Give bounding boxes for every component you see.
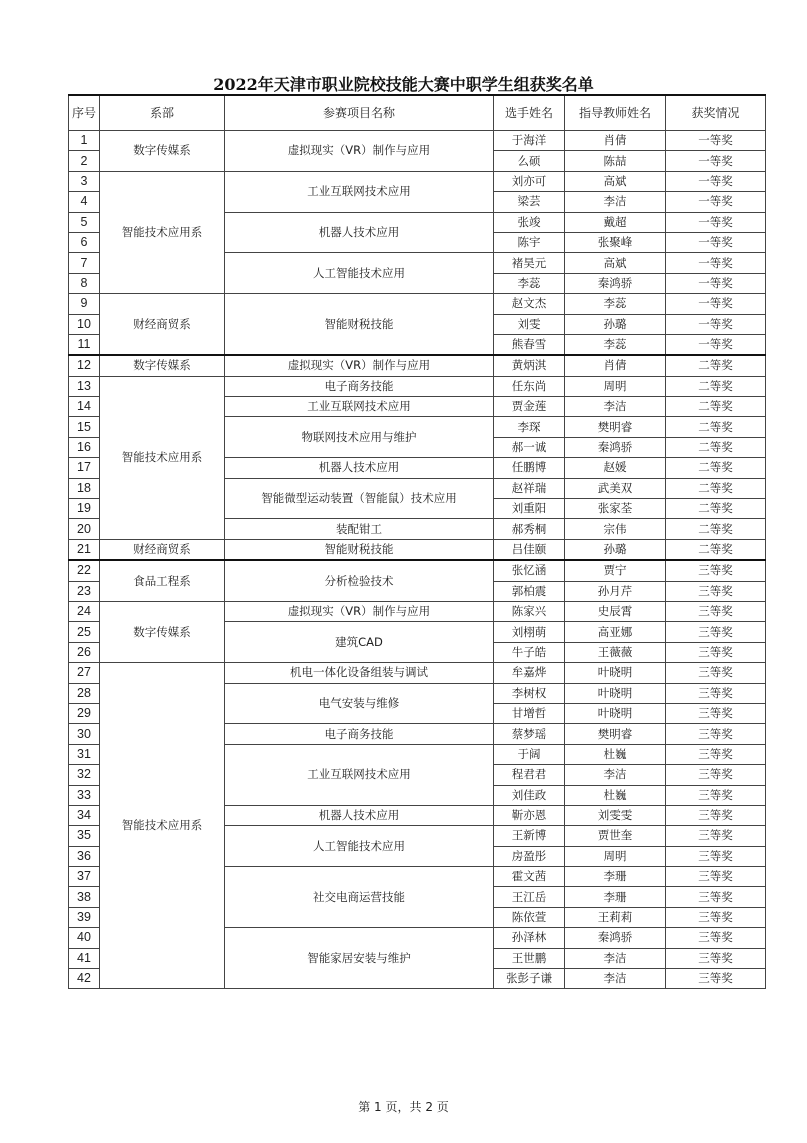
row-number: 19 — [69, 499, 100, 519]
row-number: 34 — [69, 805, 100, 825]
row-number: 32 — [69, 765, 100, 785]
teacher-name: 史辰霄 — [565, 601, 666, 621]
project-name: 物联网技术应用与维护 — [225, 417, 494, 458]
award-level: 三等奖 — [666, 601, 766, 621]
award-level: 三等奖 — [666, 785, 766, 805]
student-name: 吕佳颐 — [494, 539, 565, 560]
teacher-name: 孙璐 — [565, 314, 666, 334]
teacher-name: 武美双 — [565, 478, 666, 498]
award-level: 二等奖 — [666, 376, 766, 396]
award-level: 三等奖 — [666, 846, 766, 866]
row-number: 42 — [69, 969, 100, 989]
teacher-name: 王薇薇 — [565, 642, 666, 662]
header-teacher: 指导教师姓名 — [565, 95, 666, 131]
project-name: 虚拟现实（VR）制作与应用 — [225, 355, 494, 376]
page-title: 2022年天津市职业院校技能大赛中职学生组获奖名单 — [213, 75, 594, 94]
row-number: 8 — [69, 273, 100, 293]
row-number: 33 — [69, 785, 100, 805]
teacher-name: 贾宁 — [565, 560, 666, 581]
row-number: 14 — [69, 397, 100, 417]
teacher-name: 李洁 — [565, 765, 666, 785]
award-level: 三等奖 — [666, 744, 766, 764]
student-name: 李蕊 — [494, 273, 565, 293]
table-row — [69, 376, 766, 396]
teacher-name: 孙月芹 — [565, 581, 666, 601]
row-number: 21 — [69, 539, 100, 560]
student-name: 张忆涵 — [494, 560, 565, 581]
award-level: 一等奖 — [666, 334, 766, 355]
award-level: 一等奖 — [666, 131, 766, 151]
row-number: 22 — [69, 560, 100, 581]
award-level: 二等奖 — [666, 458, 766, 478]
award-level: 三等奖 — [666, 560, 766, 581]
award-level: 三等奖 — [666, 581, 766, 601]
row-number: 26 — [69, 642, 100, 662]
teacher-name: 杜巍 — [565, 785, 666, 805]
student-name: 靳亦恩 — [494, 805, 565, 825]
teacher-name: 李珊 — [565, 867, 666, 887]
student-name: 任东尚 — [494, 376, 565, 396]
project-name: 人工智能技术应用 — [225, 826, 494, 867]
row-number: 15 — [69, 417, 100, 437]
header-award: 获奖情况 — [666, 95, 766, 131]
award-level: 一等奖 — [666, 151, 766, 171]
project-name: 机器人技术应用 — [225, 458, 494, 478]
student-name: 郝秀桐 — [494, 519, 565, 539]
student-name: 甘增哲 — [494, 703, 565, 723]
teacher-name: 肖倩 — [565, 131, 666, 151]
teacher-name: 秦鸿骄 — [565, 273, 666, 293]
project-name: 分析检验技术 — [225, 560, 494, 601]
student-name: 于海洋 — [494, 131, 565, 151]
header-no: 序号 — [69, 95, 100, 131]
award-level: 一等奖 — [666, 171, 766, 191]
row-number: 10 — [69, 314, 100, 334]
student-name: 王江岳 — [494, 887, 565, 907]
project-name: 工业互联网技术应用 — [225, 397, 494, 417]
row-number: 25 — [69, 622, 100, 642]
row-number: 28 — [69, 683, 100, 703]
table-row — [69, 294, 766, 314]
student-name: 褚昊元 — [494, 253, 565, 273]
project-name: 机器人技术应用 — [225, 805, 494, 825]
teacher-name: 杜巍 — [565, 744, 666, 764]
header-student: 选手姓名 — [494, 95, 565, 131]
table-row — [69, 131, 766, 151]
row-number: 3 — [69, 171, 100, 191]
student-name: 任鹏博 — [494, 458, 565, 478]
teacher-name: 宗伟 — [565, 519, 666, 539]
row-number: 20 — [69, 519, 100, 539]
department: 数字传媒系 — [100, 601, 225, 662]
row-number: 16 — [69, 437, 100, 457]
award-level: 三等奖 — [666, 969, 766, 989]
award-level: 三等奖 — [666, 928, 766, 948]
student-name: 于阔 — [494, 744, 565, 764]
award-level: 三等奖 — [666, 703, 766, 723]
student-name: 程君君 — [494, 765, 565, 785]
project-name: 建筑CAD — [225, 622, 494, 663]
student-name: 霍文茜 — [494, 867, 565, 887]
award-level: 三等奖 — [666, 826, 766, 846]
project-name: 虚拟现实（VR）制作与应用 — [225, 131, 494, 172]
teacher-name: 李洁 — [565, 948, 666, 968]
row-number: 1 — [69, 131, 100, 151]
project-name: 电子商务技能 — [225, 376, 494, 396]
project-name: 智能微型运动装置（智能鼠）技术应用 — [225, 478, 494, 519]
project-name: 智能财税技能 — [225, 539, 494, 560]
teacher-name: 李洁 — [565, 969, 666, 989]
student-name: 陈依萱 — [494, 907, 565, 927]
project-name: 智能财税技能 — [225, 294, 494, 356]
row-number: 18 — [69, 478, 100, 498]
project-name: 装配钳工 — [225, 519, 494, 539]
teacher-name: 叶晓明 — [565, 663, 666, 683]
row-number: 11 — [69, 334, 100, 355]
student-name: 陈家兴 — [494, 601, 565, 621]
row-number: 37 — [69, 867, 100, 887]
award-level: 二等奖 — [666, 355, 766, 376]
teacher-name: 李洁 — [565, 397, 666, 417]
teacher-name: 周明 — [565, 846, 666, 866]
award-level: 二等奖 — [666, 519, 766, 539]
award-level: 三等奖 — [666, 867, 766, 887]
teacher-name: 李洁 — [565, 192, 666, 212]
student-name: 熊春雪 — [494, 334, 565, 355]
teacher-name: 戴超 — [565, 212, 666, 232]
student-name: 赵祥瑞 — [494, 478, 565, 498]
student-name: 孙泽林 — [494, 928, 565, 948]
award-level: 一等奖 — [666, 294, 766, 314]
table-row — [69, 560, 766, 581]
student-name: 房盈彤 — [494, 846, 565, 866]
student-name: 李琛 — [494, 417, 565, 437]
project-name: 工业互联网技术应用 — [225, 171, 494, 212]
teacher-name: 王莉莉 — [565, 907, 666, 927]
student-name: 王新博 — [494, 826, 565, 846]
student-name: 贾金莲 — [494, 397, 565, 417]
table-row — [69, 601, 766, 621]
department: 财经商贸系 — [100, 539, 225, 560]
award-level: 一等奖 — [666, 273, 766, 293]
header-project: 参赛项目名称 — [225, 95, 494, 131]
teacher-name: 高斌 — [565, 253, 666, 273]
award-table — [68, 94, 766, 989]
student-name: 李树权 — [494, 683, 565, 703]
award-level: 三等奖 — [666, 907, 766, 927]
award-level: 一等奖 — [666, 232, 766, 252]
row-number: 5 — [69, 212, 100, 232]
project-name: 虚拟现实（VR）制作与应用 — [225, 601, 494, 621]
project-name: 智能家居安装与维护 — [225, 928, 494, 989]
student-name: 郝一诚 — [494, 437, 565, 457]
teacher-name: 周明 — [565, 376, 666, 396]
department: 数字传媒系 — [100, 355, 225, 376]
table-row — [69, 171, 766, 191]
award-level: 二等奖 — [666, 437, 766, 457]
row-number: 17 — [69, 458, 100, 478]
student-name: 赵文杰 — [494, 294, 565, 314]
student-name: 陈宇 — [494, 232, 565, 252]
student-name: 刘佳政 — [494, 785, 565, 805]
row-number: 4 — [69, 192, 100, 212]
student-name: 刘雯 — [494, 314, 565, 334]
teacher-name: 张聚峰 — [565, 232, 666, 252]
header-dept: 系部 — [100, 95, 225, 131]
student-name: 黄炳淇 — [494, 355, 565, 376]
page-number: 第 1 页，共 2 页 — [358, 1100, 449, 1114]
table-row — [69, 355, 766, 376]
project-name: 机电一体化设备组装与调试 — [225, 663, 494, 683]
project-name: 电气安装与维修 — [225, 683, 494, 724]
award-level: 一等奖 — [666, 212, 766, 232]
row-number: 30 — [69, 724, 100, 744]
teacher-name: 秦鸿骄 — [565, 928, 666, 948]
award-level: 三等奖 — [666, 683, 766, 703]
row-number: 39 — [69, 907, 100, 927]
student-name: 牟嘉烨 — [494, 663, 565, 683]
teacher-name: 李珊 — [565, 887, 666, 907]
project-name: 人工智能技术应用 — [225, 253, 494, 294]
student-name: 梁芸 — [494, 192, 565, 212]
award-level: 三等奖 — [666, 887, 766, 907]
award-level: 三等奖 — [666, 724, 766, 744]
award-level: 三等奖 — [666, 948, 766, 968]
teacher-name: 李蕊 — [565, 294, 666, 314]
department: 食品工程系 — [100, 560, 225, 601]
student-name: 刘重阳 — [494, 499, 565, 519]
project-name: 社交电商运营技能 — [225, 867, 494, 928]
teacher-name: 高亚娜 — [565, 622, 666, 642]
student-name: 张彭子谦 — [494, 969, 565, 989]
award-level: 一等奖 — [666, 192, 766, 212]
student-name: 张竣 — [494, 212, 565, 232]
row-number: 6 — [69, 232, 100, 252]
row-number: 13 — [69, 376, 100, 396]
department: 财经商贸系 — [100, 294, 225, 356]
project-name: 机器人技术应用 — [225, 212, 494, 253]
award-level: 三等奖 — [666, 765, 766, 785]
teacher-name: 高斌 — [565, 171, 666, 191]
student-name: 牛子皓 — [494, 642, 565, 662]
teacher-name: 张家荃 — [565, 499, 666, 519]
teacher-name: 孙璐 — [565, 539, 666, 560]
award-level: 二等奖 — [666, 539, 766, 560]
row-number: 23 — [69, 581, 100, 601]
row-number: 36 — [69, 846, 100, 866]
student-name: 蔡梦瑶 — [494, 724, 565, 744]
award-level: 一等奖 — [666, 314, 766, 334]
row-number: 7 — [69, 253, 100, 273]
row-number: 29 — [69, 703, 100, 723]
award-level: 二等奖 — [666, 397, 766, 417]
row-number: 31 — [69, 744, 100, 764]
teacher-name: 樊明睿 — [565, 724, 666, 744]
teacher-name: 贾世奎 — [565, 826, 666, 846]
award-level: 三等奖 — [666, 622, 766, 642]
department: 智能技术应用系 — [100, 171, 225, 293]
project-name: 工业互联网技术应用 — [225, 744, 494, 805]
teacher-name: 陈喆 — [565, 151, 666, 171]
row-number: 12 — [69, 355, 100, 376]
award-level: 三等奖 — [666, 805, 766, 825]
award-level: 二等奖 — [666, 499, 766, 519]
student-name: 么硕 — [494, 151, 565, 171]
student-name: 郭柏震 — [494, 581, 565, 601]
project-name: 电子商务技能 — [225, 724, 494, 744]
department: 数字传媒系 — [100, 131, 225, 172]
table-header-row — [69, 95, 766, 131]
row-number: 27 — [69, 663, 100, 683]
table-row — [69, 663, 766, 683]
table-row — [69, 539, 766, 560]
teacher-name: 叶晓明 — [565, 703, 666, 723]
row-number: 41 — [69, 948, 100, 968]
department: 智能技术应用系 — [100, 663, 225, 989]
award-level: 一等奖 — [666, 253, 766, 273]
teacher-name: 秦鸿骄 — [565, 437, 666, 457]
award-level: 三等奖 — [666, 642, 766, 662]
teacher-name: 刘雯雯 — [565, 805, 666, 825]
teacher-name: 樊明睿 — [565, 417, 666, 437]
teacher-name: 叶晓明 — [565, 683, 666, 703]
student-name: 刘栩萌 — [494, 622, 565, 642]
teacher-name: 赵媛 — [565, 458, 666, 478]
award-level: 二等奖 — [666, 417, 766, 437]
award-level: 三等奖 — [666, 663, 766, 683]
row-number: 2 — [69, 151, 100, 171]
student-name: 王世鹏 — [494, 948, 565, 968]
row-number: 38 — [69, 887, 100, 907]
teacher-name: 李蕊 — [565, 334, 666, 355]
row-number: 35 — [69, 826, 100, 846]
student-name: 刘亦可 — [494, 171, 565, 191]
department: 智能技术应用系 — [100, 376, 225, 539]
row-number: 9 — [69, 294, 100, 314]
row-number: 40 — [69, 928, 100, 948]
award-level: 二等奖 — [666, 478, 766, 498]
row-number: 24 — [69, 601, 100, 621]
teacher-name: 肖倩 — [565, 355, 666, 376]
